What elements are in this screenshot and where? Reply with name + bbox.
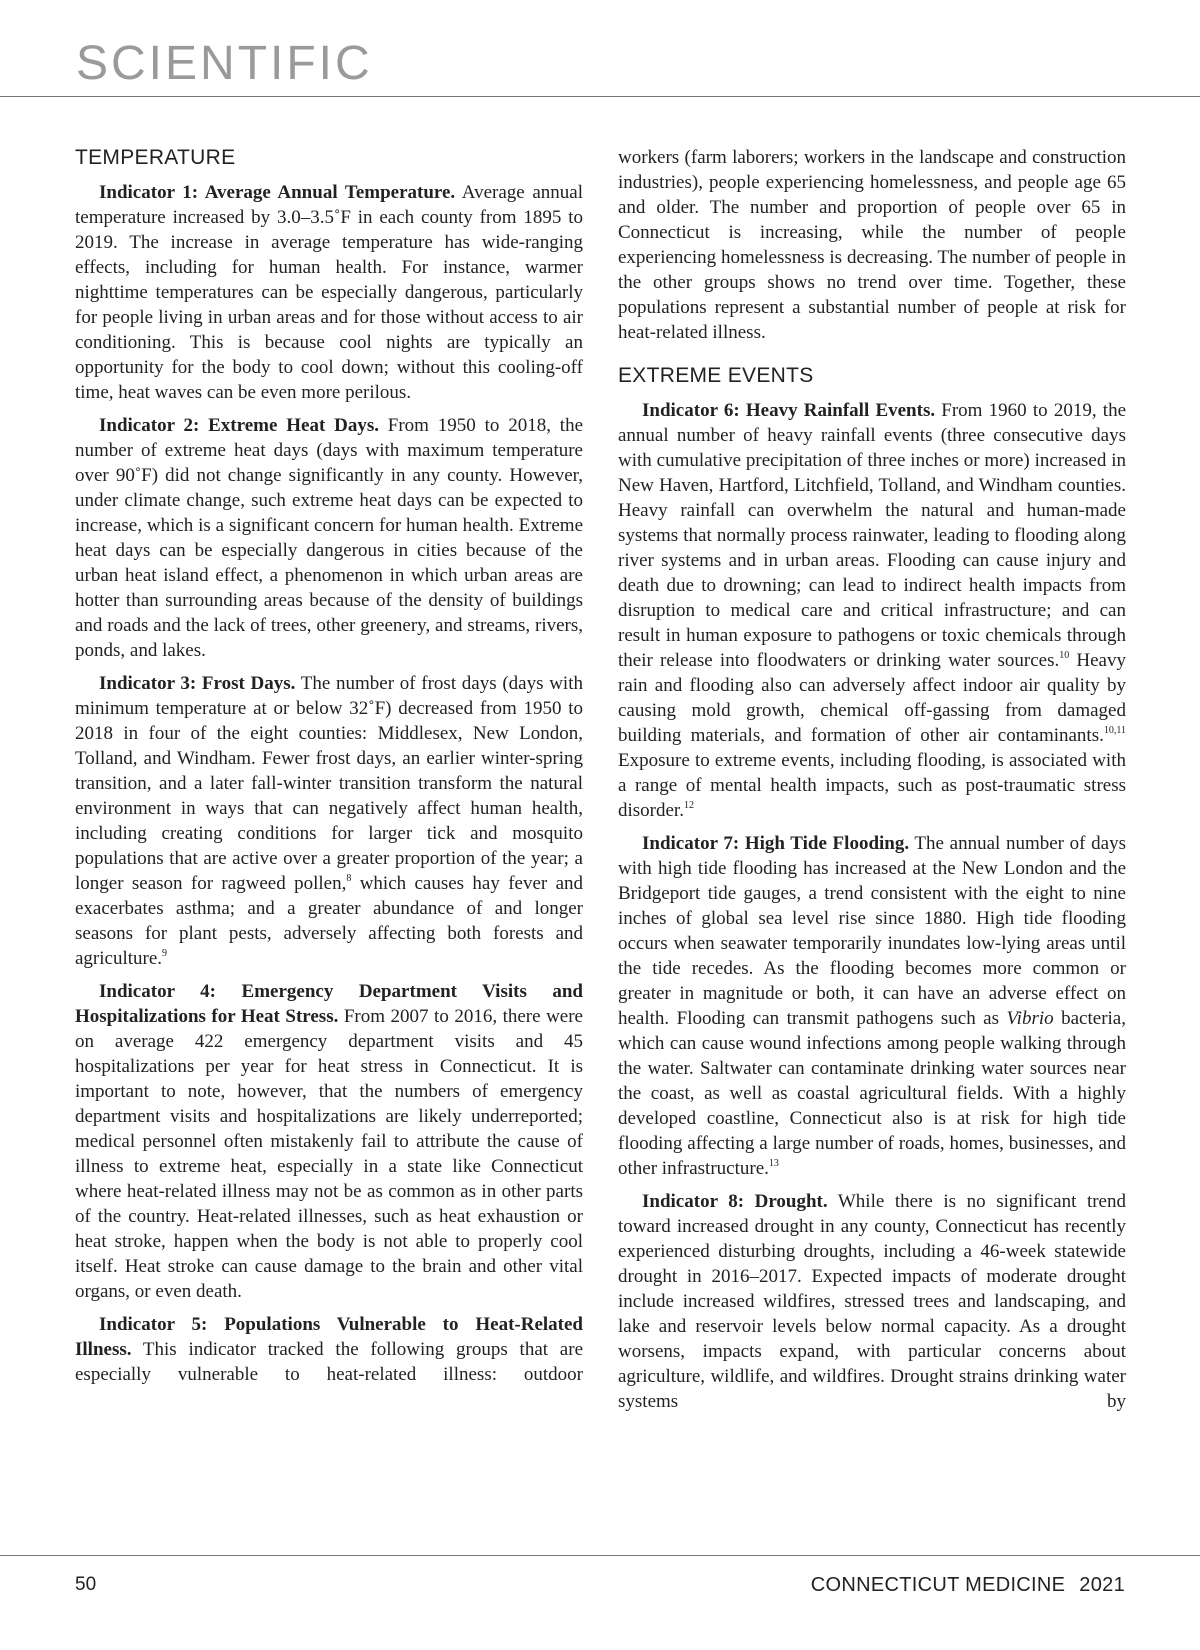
reference-9: 9 [162, 948, 168, 959]
journal-name: CONNECTICUT MEDICINE [810, 1574, 1066, 1596]
indicator-7-title: Indicator 7: High Tide Flooding. [642, 833, 910, 854]
indicator-6-text-a: From 1960 to 2019, the annual number of heavy rainfall events (three consecutive days with cumulative precipitation of three inches or more) increased in New Haven, Hartford, Litchfield, Tolland, and Windham counties. Heavy rainfall can overwhelm the natural and human-made systems that normally process rainwater, leading to flooding along river systems and in urban areas. Flooding can cause injury and death due to drowning; can lead to indirect health impacts from disruption to medical care and critical infrastructure; and can result in human exposure to pathogens or toxic chemicals through their release into floodwaters or drinking water sources. [618, 400, 1126, 671]
header-rule [0, 96, 1200, 97]
left-column [75, 145, 583, 1387]
indicator-2-title: Indicator 2: Extreme Heat Days. [99, 415, 379, 436]
indicator-3-paragraph [75, 671, 583, 971]
indicator-7-text-b: bacteria, which can cause wound infections among people walking through the water. Saltwater can contaminate drinking water sources near the coast, as well as coastal agricultural fields. With a highly developed coastline, Connecticut also is at risk for high tide flooding affecting a large number of roads, homes, businesses, and other infrastructure. [618, 1008, 1126, 1179]
indicator-3-text-a: The number of frost days (days with minimum temperature at or below 32˚F) decreased from 1950 to 2018 in four of the eight counties: Middlesex, New London, Tolland, and Windham. Fewer frost days, an earlier winter-spring transition, and a later fall-winter transition transform the natural environment in ways that can negatively affect human health, including creating conditions for larger tick and mosquito populations that are active over a greater proportion of the year; a longer season for ragweed pollen, [75, 673, 583, 894]
indicator-8-text: While there is no significant trend toward increased drought in any county, Connecticut has recently experienced disturbing droughts, including a 46-week statewide drought in 2016–2017. Expected impacts of moderate drought include increased wildfires, stressed trees and landscaping, and lake and reservoir levels below normal capacity. As a drought worsens, impacts expand, with particular concerns about agriculture, wildlife, and wildfires. Drought strains drinking water systems by [618, 1191, 1126, 1412]
indicator-8-paragraph [618, 1189, 1126, 1414]
reference-12: 12 [683, 800, 694, 811]
indicator-1-paragraph [75, 180, 583, 405]
indicator-1-text: Average annual temperature increased by 3.0–3.5˚F in each county from 1895 to 2019. The increase in average temperature has wide-ranging effects, including for human health. For instance, warmer nighttime temperatures can be especially dangerous, particularly for people living in urban areas and for those without access to air conditioning. This is because cool nights are typically an opportunity for the body to cool down; without this cooling-off time, heat waves can be even more perilous. [75, 182, 583, 403]
indicator-5-title: Indicator 5: Populations Vulnerable to Heat-Related Illness. [75, 1314, 583, 1360]
indicator-5-paragraph [75, 1312, 583, 1387]
indicator-4-title: Indicator 4: Emergency Department Visits and Hospitalizations for Heat Stress. [75, 981, 583, 1027]
indicator-3-text-b: which causes hay fever and exacerbates asthma; and a greater abundance of and longer seasons for plant pests, adversely affecting both forests and agriculture. [75, 873, 583, 969]
indicator-7-text-a: The annual number of days with high tide flooding has increased at the New London and the Bridgeport tide gauges, a trend consistent with the eight to nine inches of global sea level rise since 1880. High tide flooding occurs when seawater temporarily inundates low-lying areas until the tide recedes. As the flooding becomes more common or greater in magnitude or both, it can have an adverse effect on health. Flooding can transmit pathogens such as [618, 833, 1126, 1029]
reference-10-11: 10,11 [1103, 725, 1126, 736]
page-number: 50 [75, 1574, 97, 1595]
heading-extreme-events: EXTREME EVENTS [618, 364, 814, 387]
indicator-4-paragraph [75, 979, 583, 1304]
section-banner: SCIENTIFIC [76, 37, 373, 90]
reference-8: 8 [346, 873, 352, 884]
vibrio-term: Vibrio [1006, 1008, 1054, 1029]
indicator-6-text-b: Heavy rain and flooding also can adversely affect indoor air quality by causing mold growth, chemical off-gassing from damaged building materials, and formation of other air contaminants. [618, 650, 1126, 746]
reference-10: 10 [1059, 650, 1070, 661]
indicator-5-text: This indicator tracked the following groups that are especially vulnerable to heat-related illness: outdoor [75, 1339, 583, 1385]
indicator-8-title: Indicator 8: Drought. [642, 1191, 828, 1212]
footer-rule [0, 1555, 1200, 1556]
indicator-6-title: Indicator 6: Heavy Rainfall Events. [642, 400, 936, 421]
indicator-7-paragraph [618, 831, 1126, 1181]
indicator-3-title: Indicator 3: Frost Days. [99, 673, 296, 694]
reference-13: 13 [768, 1158, 779, 1169]
indicator-2-text: From 1950 to 2018, the number of extreme heat days (days with maximum temperature over 90˚F) did not change significantly in any county. However, under climate change, such extreme heat days can be expected to increase, which is a significant concern for human health. Extreme heat days can be especially dangerous in cities because of the urban heat island effect, a phenomenon in which urban areas are hotter than surrounding areas because of the density of buildings and roads and the lack of trees, other greenery, and streams, rivers, ponds, and lakes. [75, 415, 583, 661]
indicator-6-text-c: Exposure to extreme events, including flooding, is associated with a range of mental health impacts, such as post-traumatic stress disorder. [618, 750, 1126, 821]
indicator-1-title: Indicator 1: Average Annual Temperature. [99, 182, 456, 203]
indicator-4-text: From 2007 to 2016, there were on average 422 emergency department visits and 45 hospitalizations per year for heat stress in Connecticut. It is important to note, however, that the numbers of emergency department visits and hospitalizations are likely underreported; medical personnel often mistakenly fail to attribute the cause of illness to extreme heat, especially in a state like Connecticut where heat-related illness may not be as common as in other parts of the country. Heat-related illnesses, such as heat exhaustion or heat stroke, happen when the body is not able to properly cool itself. Heat stroke can cause damage to the brain and other vital organs, or even death. [75, 1006, 583, 1302]
indicator-6-paragraph [618, 398, 1126, 823]
running-footer [811, 1574, 1125, 1597]
heading-temperature: TEMPERATURE [75, 146, 236, 169]
journal-year: 2021 [1079, 1574, 1125, 1596]
indicator-5-continuation: workers (farm laborers; workers in the landscape and construction industries), people experiencing homelessness, and people age 65 and older. The number and proportion of people over 65 in Connecticut is increasing, while the number of people experiencing homelessness is decreasing. The number of people in the other groups shows no trend over time. Together, these populations represent a substantial number of people at risk for heat-related illness. [618, 147, 1126, 343]
indicator-2-paragraph [75, 413, 583, 663]
right-column [618, 145, 1126, 1414]
